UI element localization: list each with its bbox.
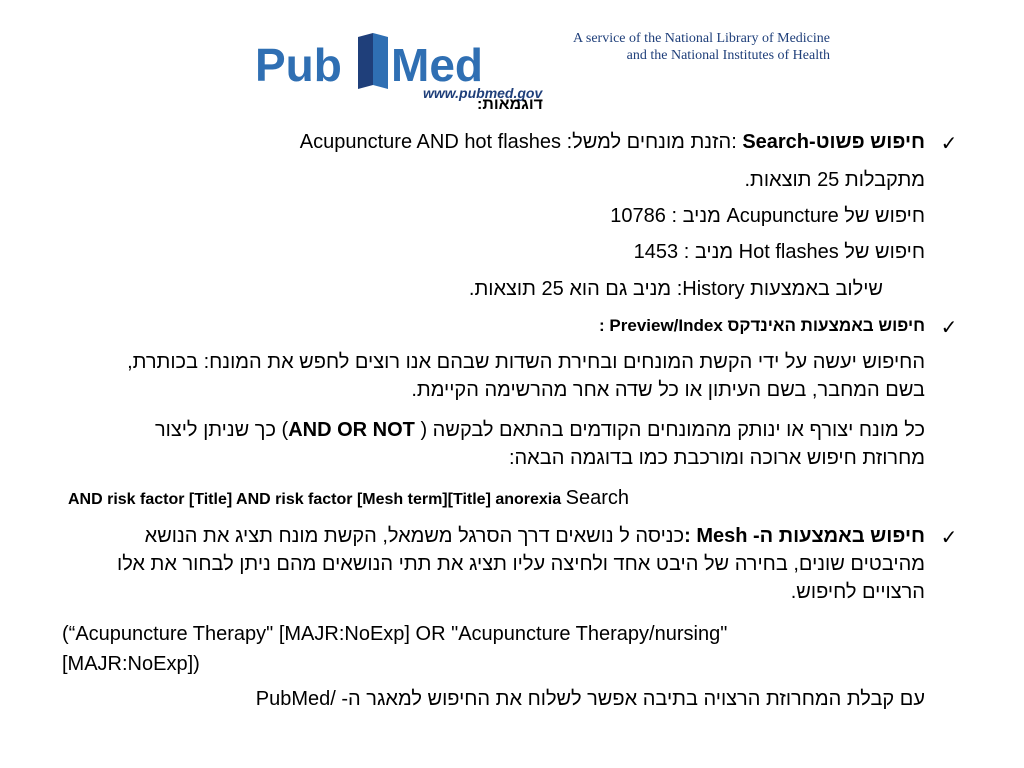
mesh-search-colon: : xyxy=(684,525,697,547)
simple-search-heading xyxy=(300,128,925,156)
book-icon xyxy=(358,33,388,89)
para2-operators: AND OR NOT xyxy=(288,419,415,441)
mesh-search-text: כניסה ל נושאים דרך הסרגל משמאל, הקשת מונח תציג את הנושא מהיבטים שונים, בחירה של היבט אחד ולחיצה עליו תציג את תתי הנושאים מהם ניתן לבחור את אלו הרצויים לחיפוש. xyxy=(117,525,925,603)
line4-suffix: מניב : xyxy=(678,241,739,263)
hot-flashes-count-line xyxy=(634,238,925,266)
para2-part-a: כל מונח יצורף או ינותק מהמונחים הקודמים בהתאם לבקשה ( xyxy=(414,419,925,441)
index-example-query-line xyxy=(68,484,629,514)
simple-search-label: חיפוש פשוט- xyxy=(809,131,925,153)
simple-search-label-en: Search xyxy=(742,131,810,153)
mesh-search-label: חיפוש באמצעות ה- xyxy=(747,525,925,547)
simple-search-text: :הזנת מונחים למשל: xyxy=(561,131,743,153)
send-text: עם קבלת המחרוזת הרצויה בתיבה אפשר לשלוח את החיפוש למאגר ה- xyxy=(335,688,925,710)
index-search-colon: : xyxy=(599,316,610,335)
send-target: PubMed/ xyxy=(255,688,336,710)
line4-prefix: חיפוש של xyxy=(838,241,925,263)
line3-suffix: מניב : xyxy=(665,205,727,227)
mesh-search-para xyxy=(95,522,925,606)
mesh-example-line-2: [MAJR:NoExp]) xyxy=(62,653,200,675)
simple-search-example: Acupuncture AND hot flashes xyxy=(299,131,562,153)
line3-prefix: חיפוש של xyxy=(838,205,925,227)
line3-term: Acupuncture xyxy=(726,205,839,227)
send-line xyxy=(256,685,925,713)
index-search-label-en: Preview/Index xyxy=(609,316,723,335)
index-search-heading xyxy=(599,312,925,340)
index-example-query: AND risk factor [Title] AND risk factor [Mesh term][Title] anorexia xyxy=(68,491,562,508)
index-search-label: חיפוש באמצעות האינדקס xyxy=(722,316,925,335)
acupuncture-count-line xyxy=(610,202,925,230)
line4-term: Hot flashes xyxy=(738,241,839,263)
line3-value: 10786 xyxy=(610,205,666,227)
logo-pub-text: Pub xyxy=(255,39,342,91)
logo-url-text: www.pubmed.gov xyxy=(423,85,543,101)
para2-part-b: ) כך שניתן ליצור מחרוזת חיפוש ארוכה ומורכבת כמו בדוגמה הבאה: xyxy=(154,419,925,469)
check-icon: ✓ xyxy=(940,317,958,339)
check-icon: ✓ xyxy=(940,527,958,549)
service-line-1: A service of the National Library of Medicine xyxy=(573,31,830,46)
simple-search-results: מתקבלות 25 תוצאות. xyxy=(744,169,925,191)
index-search-para1: החיפוש יעשה על ידי הקשת המונחים ובחירת השדות שבהם אנו רוצים לחפש את המונח: בכותרת, בשם המחבר, בשם העיתון או כל שדה אחר מהרשימה הקיימת. xyxy=(127,351,925,401)
check-icon: ✓ xyxy=(940,133,958,155)
index-example-search: Search xyxy=(565,487,629,509)
service-line-2: and the National Institutes of Health xyxy=(626,48,830,63)
history-line: שילוב באמצעות History: מניב גם הוא 25 תוצאות. xyxy=(468,278,883,300)
logo-med-text: Med xyxy=(391,39,483,91)
line4-value: 1453 xyxy=(633,241,679,263)
mesh-example-line-1: (“Acupuncture Therapy" [MAJR:NoExp] OR "Acupuncture Therapy/nursing" xyxy=(62,623,728,645)
service-caption xyxy=(500,30,830,64)
mesh-search-label-en: Mesh xyxy=(696,525,748,547)
index-search-para2 xyxy=(95,416,925,472)
examples-title: דוגמאות: xyxy=(477,96,543,113)
